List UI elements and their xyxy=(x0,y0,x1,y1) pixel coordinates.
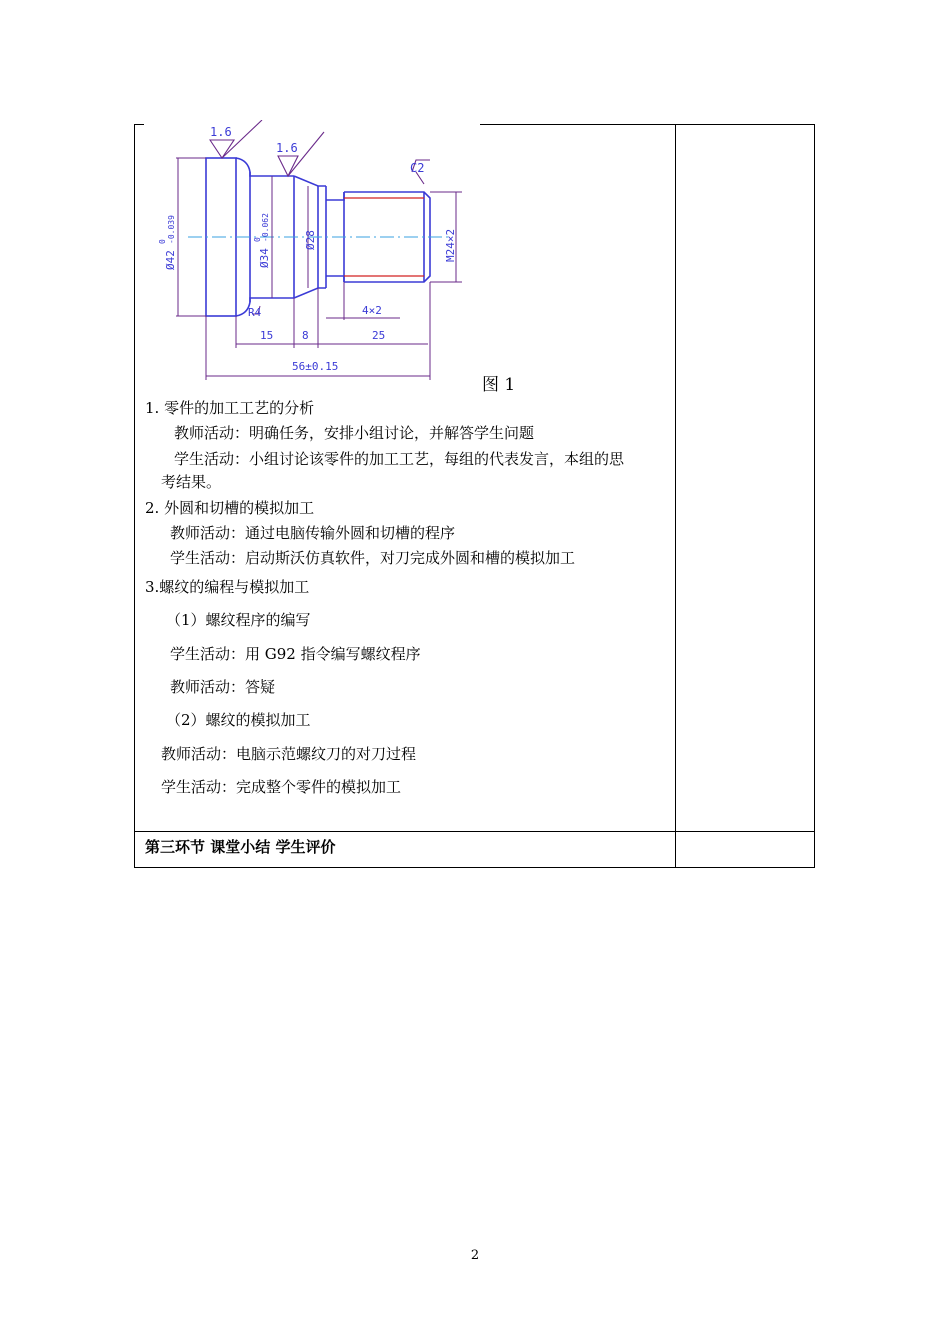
dim-len-8: 8 xyxy=(302,329,309,342)
item-2-title: 2. 外圆和切槽的模拟加工 xyxy=(145,499,315,517)
dim-dia-42-tol: -0.039 xyxy=(167,215,176,244)
item-2-student: 学生活动：启动斯沃仿真软件，对刀完成外圆和槽的模拟加工 xyxy=(170,549,576,567)
dim-radius: R4 xyxy=(248,306,262,319)
item-3-student-complete: 学生活动：完成整个零件的模拟加工 xyxy=(161,778,402,796)
dim-dia-34-tol: -0.062 xyxy=(261,213,270,242)
item-1-student: 学生活动：小组讨论该零件的加工工艺，每组的代表发言，本组的思 xyxy=(174,450,625,468)
part-drawing xyxy=(148,120,488,390)
item-3-sub2: （2）螺纹的模拟加工 xyxy=(166,711,311,729)
roughness-label-1: 1.6 xyxy=(210,125,232,139)
item-2-teacher: 教师活动：通过电脑传输外圆和切槽的程序 xyxy=(170,524,456,542)
dim-thread: M24×2 xyxy=(444,228,457,262)
dim-groove: 4×2 xyxy=(362,304,382,317)
dim-dia-42: Ø42 xyxy=(164,250,177,270)
item-3-teacher: 教师活动：答疑 xyxy=(170,678,276,696)
figure-caption: 图 1 xyxy=(482,375,516,395)
table-border-top xyxy=(480,124,675,125)
item-3-title: 3.螺纹的编程与模拟加工 xyxy=(145,578,310,596)
dim-dia-34-upper: 0 xyxy=(253,237,262,242)
table-border-top-left xyxy=(134,124,144,125)
notes-cell xyxy=(675,124,815,832)
dim-dia-42-upper: 0 xyxy=(158,239,167,244)
roughness-label-2: 1.6 xyxy=(276,141,298,155)
item-1-student-cont: 考结果。 xyxy=(161,473,222,491)
item-1-teacher: 教师活动：明确任务，安排小组讨论，并解答学生问题 xyxy=(174,424,535,442)
item-1-title: 1. 零件的加工工艺的分析 xyxy=(145,399,315,417)
page-number: 2 xyxy=(470,1248,480,1263)
dim-len-25: 25 xyxy=(372,329,386,342)
dim-dia-28: Ø28 xyxy=(304,230,317,250)
dim-len-15: 15 xyxy=(260,329,274,342)
item-3-sub1: （1）螺纹程序的编写 xyxy=(166,611,311,629)
section3-notes-cell xyxy=(675,832,815,868)
item-3-teacher-demo: 教师活动：电脑示范螺纹刀的对刀过程 xyxy=(161,745,417,763)
section3-title: 第三环节 课堂小结 学生评价 xyxy=(145,838,336,856)
dim-dia-34: Ø34 xyxy=(258,248,271,268)
chamfer-label: C2 xyxy=(410,161,425,175)
dim-total-len: 56±0.15 xyxy=(292,360,339,373)
item-3-student: 学生活动：用 G92 指令编写螺纹程序 xyxy=(170,645,421,663)
